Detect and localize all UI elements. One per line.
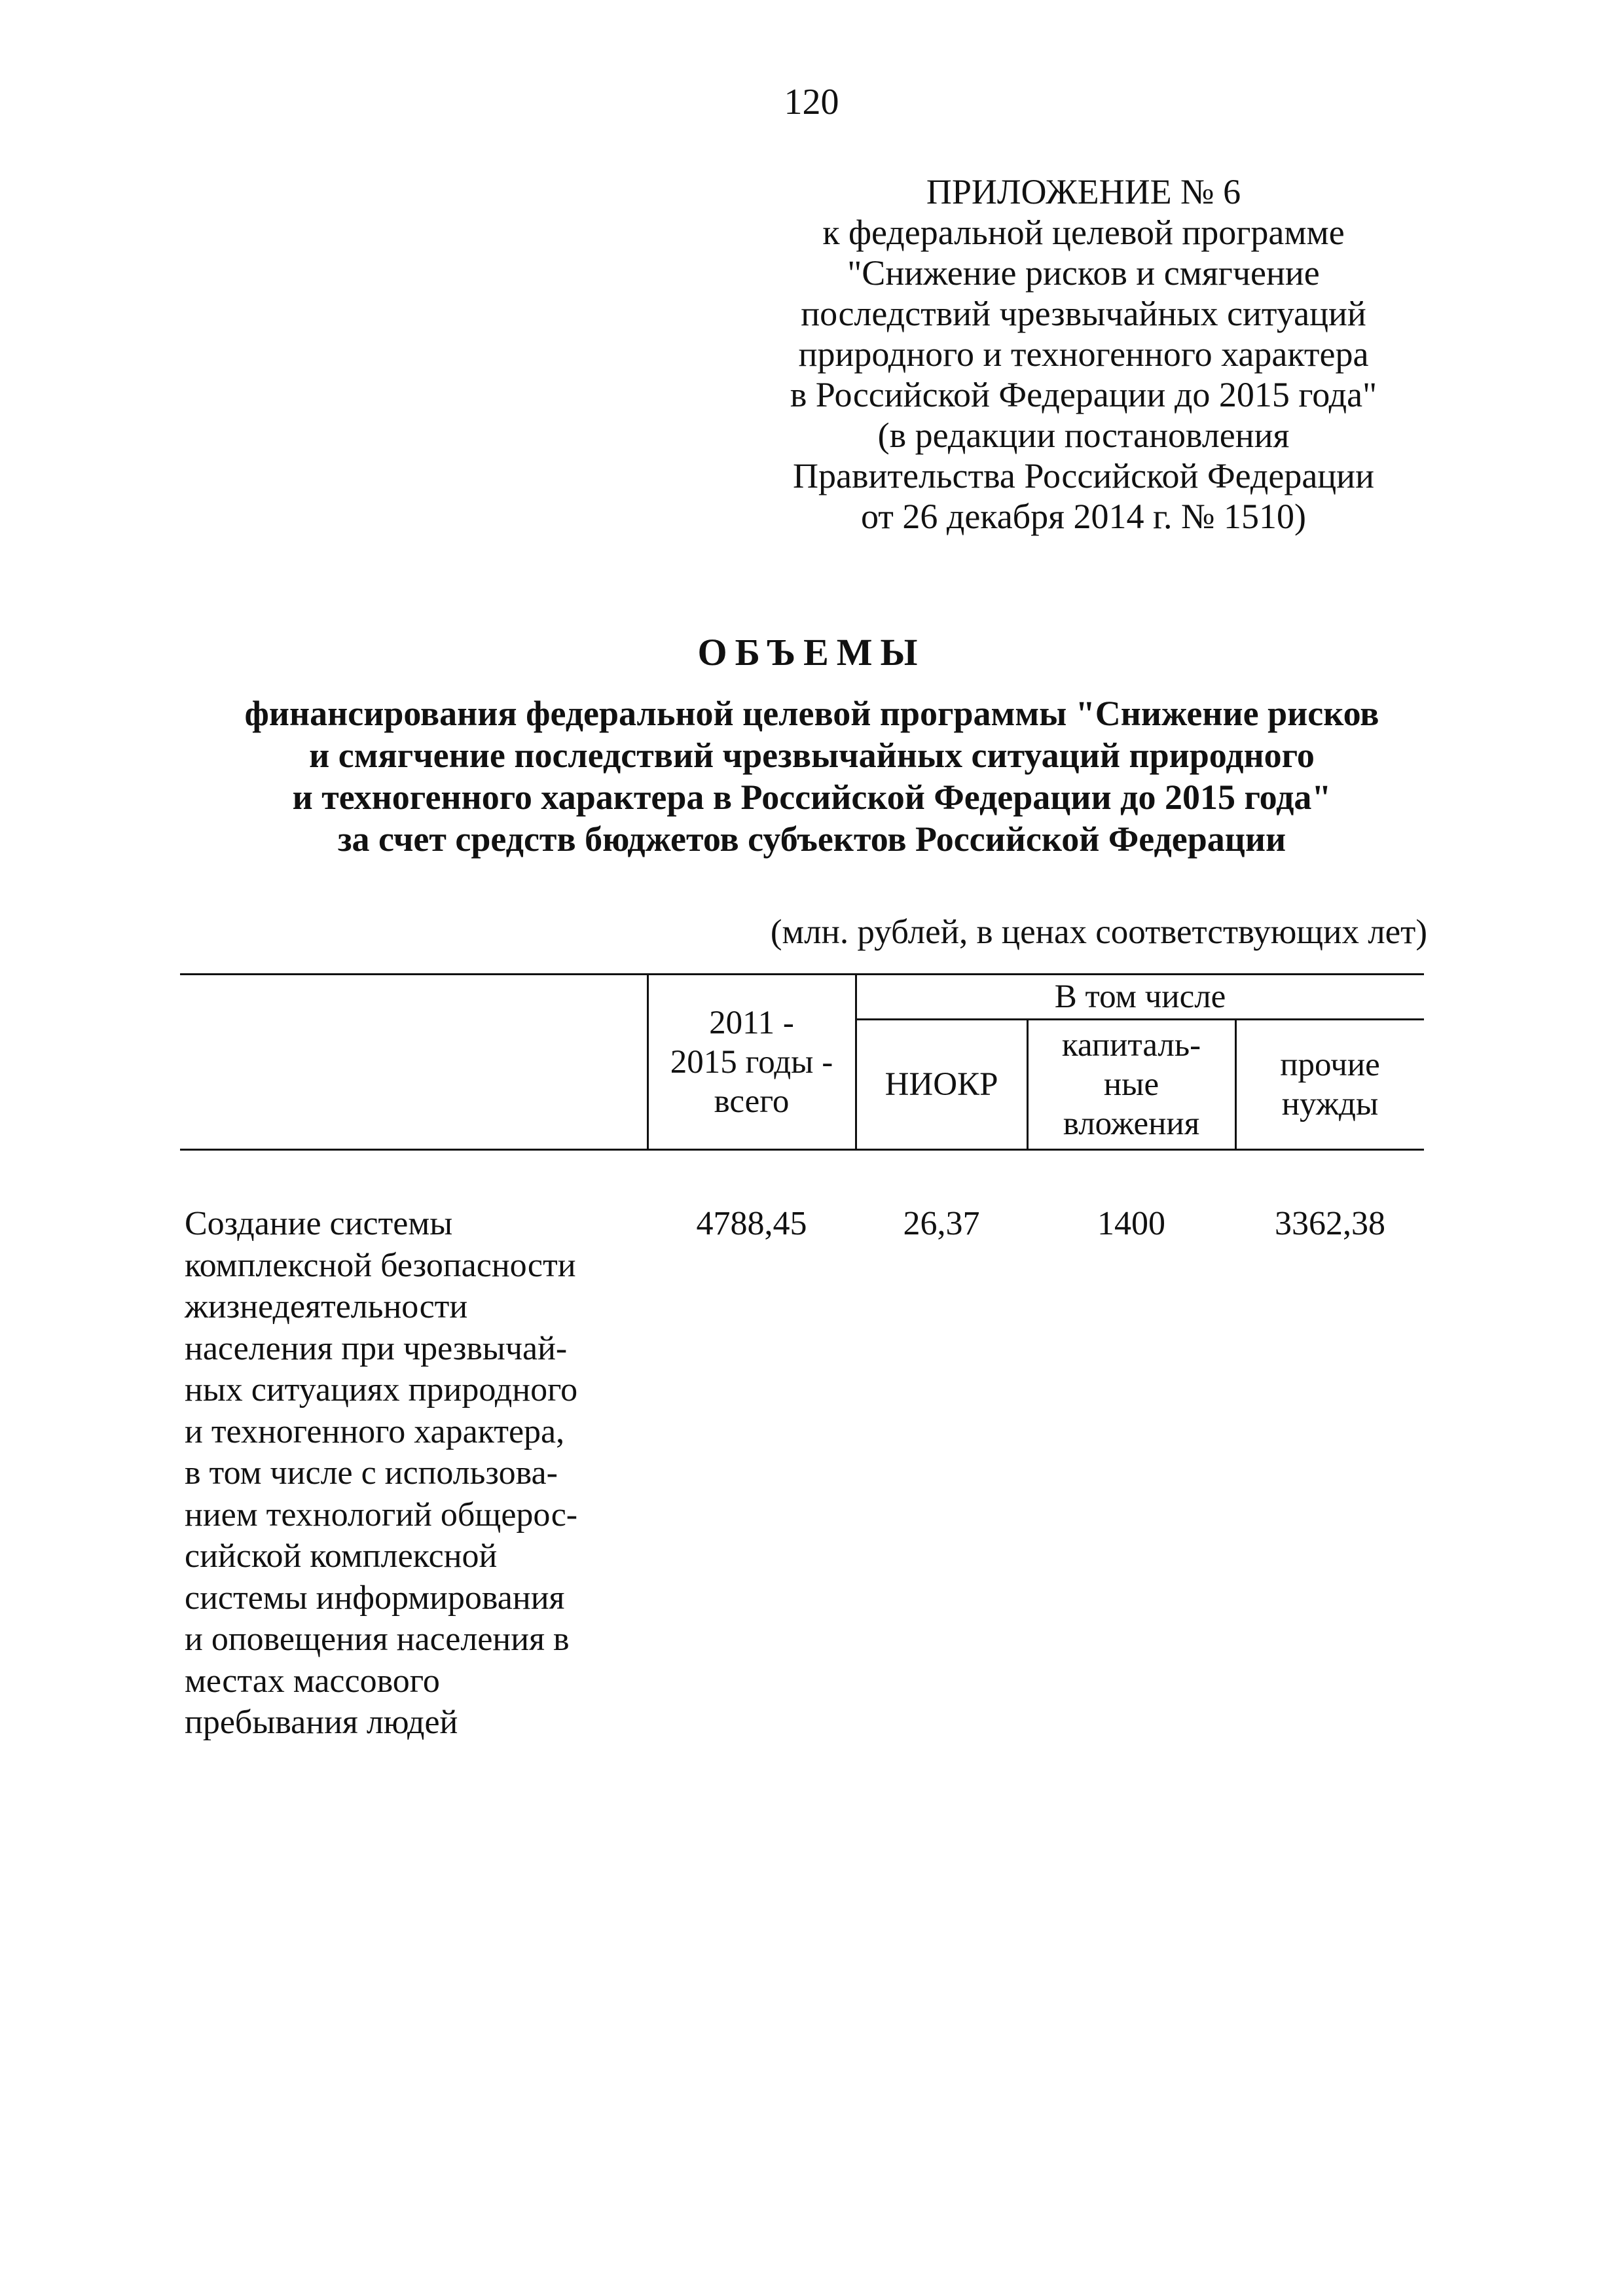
table-row-label: Создание системы комплексной безопасности жизнедеятельности населения при чрезвычай- ных ситуациях природного и техногенного характера, в том числе с использова- нием технологий общерос- сийской комплексной системы информирования и оповещения населения в местах массового пребывания людей (185, 1205, 578, 1741)
document-title: ОБЪЕМЫ (697, 631, 926, 673)
subtitle-line: и смягчение последствий чрезвычайных ситуаций природного (309, 736, 1315, 775)
header-niokr: НИОКР (884, 1066, 998, 1103)
appendix-line: природного и техногенного характера (798, 334, 1369, 374)
subtitle-line: за счет средств бюджетов субъектов Российской Федерации (337, 819, 1286, 859)
appendix-line: ПРИЛОЖЕНИЕ № 6 (926, 172, 1241, 211)
subtitle-line: финансирования федеральной целевой программы "Снижение рисков (244, 694, 1379, 733)
cell-capital-investments: 1400 (1097, 1205, 1165, 1242)
table-header-bottom-rule (180, 1149, 1424, 1151)
appendix-line: (в редакции постановления (877, 416, 1290, 455)
appendix-line: Правительства Российской Федерации (793, 456, 1374, 495)
header-including: В том числе (1054, 978, 1226, 1015)
appendix-line: к федеральной целевой программе (822, 213, 1345, 252)
document-subtitle (131, 692, 1493, 860)
header-other-needs: прочие нужды (1280, 1047, 1380, 1122)
header-capital-investments: капиталь- ные вложения (1061, 1027, 1201, 1142)
appendix-line: в Российской Федерации до 2015 года" (790, 375, 1377, 414)
appendix-line: последствий чрезвычайных ситуаций (801, 294, 1366, 333)
appendix-block (714, 171, 1453, 537)
header-total: 2011 - 2015 годы - всего (670, 1004, 833, 1120)
page-number: 120 (784, 82, 839, 122)
cell-other-needs: 3362,38 (1275, 1205, 1385, 1242)
cell-total: 4788,45 (696, 1205, 807, 1242)
units-note: (млн. рублей, в ценах соответствующих лет) (770, 913, 1427, 951)
cell-niokr: 26,37 (903, 1205, 980, 1242)
appendix-line: от 26 декабря 2014 г. № 1510) (860, 497, 1307, 536)
appendix-line: "Снижение рисков и смягчение (847, 253, 1320, 293)
subtitle-line: и техногенного характера в Российской Федерации до 2015 года" (292, 778, 1332, 817)
